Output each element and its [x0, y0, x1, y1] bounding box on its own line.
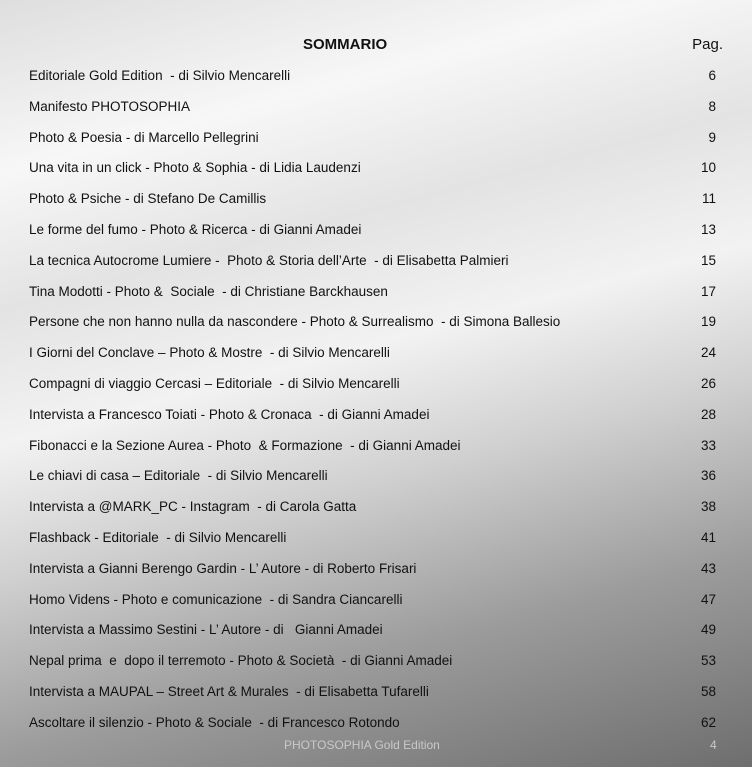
- toc-entry-page: 33: [700, 437, 716, 453]
- toc-entry-page: 10: [700, 160, 716, 176]
- toc-entry-title: Le chiavi di casa – Editoriale - di Silvio Mencarelli: [29, 468, 328, 484]
- toc-entry: [0, 620, 752, 651]
- toc-entry: [0, 651, 752, 682]
- toc-entry-page: 8: [708, 98, 716, 114]
- toc-entry-page: 13: [700, 221, 716, 237]
- toc-entry: [0, 66, 752, 97]
- toc-entry-page: 19: [700, 314, 716, 330]
- toc-entry-title: Fibonacci e la Sezione Aurea - Photo & Formazione - di Gianni Amadei: [29, 437, 461, 453]
- toc-entry-title: Intervista a Francesco Toiati - Photo & Cronaca - di Gianni Amadei: [29, 406, 430, 422]
- toc-entry: [0, 251, 752, 282]
- toc-entry-page: 58: [700, 683, 716, 699]
- toc-entry-title: La tecnica Autocrome Lumiere - Photo & Storia dell’Arte - di Elisabetta Palmieri: [29, 252, 509, 268]
- toc-entry: [0, 590, 752, 621]
- toc-entry: [0, 528, 752, 559]
- toc-entry-page: 62: [700, 714, 716, 730]
- toc-entry-title: Nepal prima e dopo il terremoto - Photo & Società - di Gianni Amadei: [29, 653, 453, 669]
- toc-entry-title: Intervista a @MARK_PC - Instagram - di Carola Gatta: [29, 499, 357, 515]
- toc-entry: [0, 97, 752, 128]
- toc-entry-page: 49: [700, 622, 716, 638]
- toc-entry: [0, 374, 752, 405]
- toc-entry-page: 9: [708, 129, 716, 145]
- toc-entry: [0, 682, 752, 713]
- footer-title: PHOTOSOPHIA Gold Edition: [284, 738, 440, 752]
- toc-entry-page: 41: [700, 529, 716, 545]
- toc-entry-page: 53: [700, 653, 716, 669]
- page-title: SOMMARIO: [303, 36, 388, 53]
- toc-header: [0, 36, 752, 56]
- toc-entry: [0, 128, 752, 159]
- toc-entry-title: Manifesto PHOTOSOPHIA: [29, 98, 191, 114]
- toc-entry-title: Tina Modotti - Photo & Sociale - di Christiane Barckhausen: [29, 283, 388, 299]
- toc-entry: [0, 312, 752, 343]
- toc-entry-page: 36: [700, 468, 716, 484]
- toc-entry-title: Persone che non hanno nulla da nascondere - Photo & Surrealismo - di Simona Ballesio: [29, 314, 561, 330]
- toc-entry-page: 43: [700, 560, 716, 576]
- toc-entry: [0, 220, 752, 251]
- toc-entry: [0, 405, 752, 436]
- toc-entry-page: 24: [700, 345, 716, 361]
- toc-entry-title: Compagni di viaggio Cercasi – Editoriale - di Silvio Mencarelli: [29, 375, 400, 391]
- toc-entry-title: Homo Videns - Photo e comunicazione - di Sandra Ciancarelli: [29, 591, 403, 607]
- toc-entry-title: Ascoltare il silenzio - Photo & Sociale - di Francesco Rotondo: [29, 714, 400, 730]
- toc-entry-page: 17: [700, 283, 716, 299]
- toc-entry-title: I Giorni del Conclave – Photo & Mostre - di Silvio Mencarelli: [29, 345, 390, 361]
- table-of-contents: [0, 66, 752, 744]
- toc-entry: [0, 343, 752, 374]
- toc-entry-title: Photo & Poesia - di Marcello Pellegrini: [29, 129, 259, 145]
- toc-entry-title: Flashback - Editoriale - di Silvio Mencarelli: [29, 529, 287, 545]
- toc-entry-page: 15: [700, 252, 716, 268]
- toc-entry: [0, 436, 752, 467]
- toc-entry-title: Una vita in un click - Photo & Sophia - di Lidia Laudenzi: [29, 160, 361, 176]
- toc-entry-title: Photo & Psiche - di Stefano De Camillis: [29, 191, 267, 207]
- footer-page-number: 4: [710, 738, 717, 752]
- toc-entry: [0, 497, 752, 528]
- page-column-header: Pag.: [692, 36, 723, 53]
- toc-entry-title: Le forme del fumo - Photo & Ricerca - di Gianni Amadei: [29, 221, 362, 237]
- toc-entry: [0, 466, 752, 497]
- toc-entry-page: 6: [708, 68, 716, 83]
- toc-entry-title: Editoriale Gold Edition - di Silvio Mencarelli: [29, 68, 291, 83]
- toc-entry: [0, 559, 752, 590]
- toc-entry-page: 28: [700, 406, 716, 422]
- toc-entry-page: 47: [700, 591, 716, 607]
- toc-entry: [0, 189, 752, 220]
- toc-entry: [0, 282, 752, 313]
- toc-entry-page: 38: [700, 499, 716, 515]
- toc-entry-title: Intervista a Massimo Sestini - L’ Autore - di Gianni Amadei: [29, 622, 383, 638]
- toc-entry-page: 11: [701, 191, 716, 207]
- toc-entry-title: Intervista a MAUPAL – Street Art & Murales - di Elisabetta Tufarelli: [29, 683, 429, 699]
- toc-entry-page: 26: [700, 375, 716, 391]
- toc-entry: [0, 158, 752, 189]
- toc-entry-title: Intervista a Gianni Berengo Gardin - L’ Autore - di Roberto Frisari: [29, 560, 417, 576]
